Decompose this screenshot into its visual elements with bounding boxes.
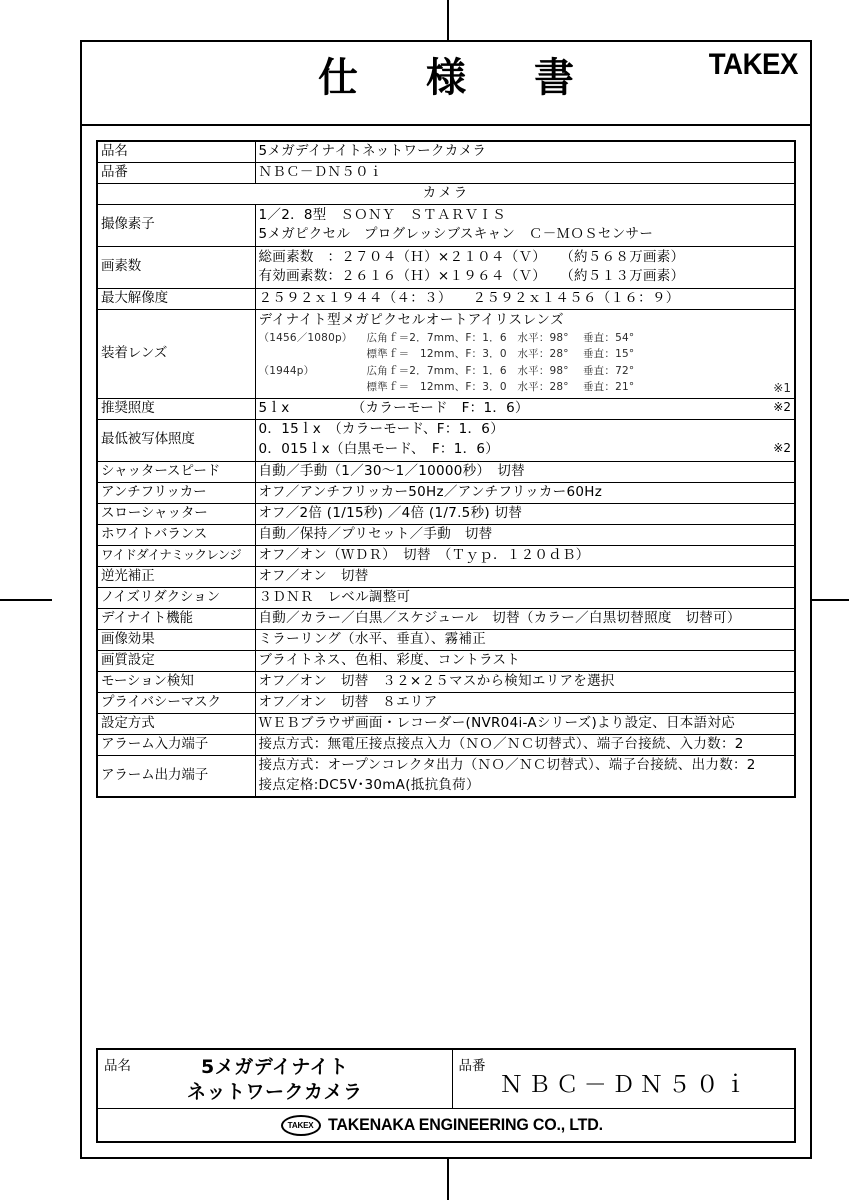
takex-oval-logo-icon — [281, 1115, 321, 1136]
row-label-white-balance: ホワイトバランス — [97, 524, 255, 545]
row-value-lens — [255, 309, 795, 398]
row-value-shutter-speed: 自動／手動（1／30～1／10000秒） 切替 — [255, 461, 795, 482]
table-row — [97, 692, 795, 713]
pixel-count-line-2: 有効画素数：２６１６（Ｈ）×１９６４（Ｖ） （約５１３万画素） — [258, 268, 685, 285]
lens-line-4 — [259, 379, 792, 395]
row-value-product-name: 5メガデイナイトネットワークカメラ — [255, 141, 795, 162]
table-row — [97, 650, 795, 671]
takex-oval-logo-text: TAKEX — [287, 1120, 314, 1130]
alarm-output-line-1: 接点方式：オープンコレクタ出力（ＮＯ／ＮＣ切替式）、端子台接続、出力数：2 — [258, 757, 756, 774]
title-band — [82, 42, 810, 126]
row-label-product-name: 品名 — [97, 141, 255, 162]
lens-text-2: 標準ｆ＝ 12mm、F：3．0 水平：28° 垂直：15° — [366, 348, 635, 361]
alarm-output-line-2: 接点定格:DC5V･30mA(抵抗負荷） — [258, 776, 480, 793]
footer-table — [96, 1048, 796, 1143]
lens-headline: デイナイト型メガピクセルオートアイリスレンズ — [258, 311, 565, 328]
table-row — [97, 671, 795, 692]
table-row — [97, 755, 795, 797]
footer-company-row — [97, 1109, 795, 1143]
row-label-shutter-speed: シャッタースピード — [97, 461, 255, 482]
row-label-wide-dynamic-range: ワイドダイナミックレンジ — [97, 545, 255, 566]
image-sensor-line-2: 5メガピクセル プログレッシブスキャン Ｃ－ＭＯＳセンサー — [258, 226, 654, 243]
lens-note-marker: ※1 — [773, 380, 791, 395]
company-identity — [99, 1110, 793, 1140]
lens-text-4: 標準ｆ＝ 12mm、F：3．0 水平：28° 垂直：21° — [366, 380, 635, 393]
specification-table-wrap — [96, 140, 796, 798]
table-row — [97, 246, 795, 288]
row-label-setting-method: 設定方式 — [97, 713, 255, 734]
row-label-noise-reduction: ノイズリダクション — [97, 587, 255, 608]
table-row — [97, 288, 795, 309]
row-value-alarm-output — [255, 755, 795, 797]
row-value-image-sensor — [255, 204, 795, 246]
table-row — [97, 545, 795, 566]
page-title: 仕 様 書 — [318, 55, 588, 101]
footer-model-value: ＮＢＣ－ＤＮ５０ｉ — [499, 1072, 752, 1098]
row-value-day-night-function: 自動／カラー／白黒／スケジュール 切替（カラー／白黒切替照度 切替可） — [255, 608, 795, 629]
lens-text-3: 広角ｆ＝2．7mm、F：1．6 水平：98° 垂直：72° — [366, 364, 635, 377]
table-row — [97, 204, 795, 246]
row-value-white-balance: 自動／保持／プリセット／手動 切替 — [255, 524, 795, 545]
crop-mark-bottom — [447, 1158, 449, 1200]
table-row — [97, 734, 795, 755]
row-label-slow-shutter: スローシャッター — [97, 503, 255, 524]
table-row — [97, 566, 795, 587]
lens-prefix-3: （1944p） — [258, 364, 315, 377]
table-row — [97, 162, 795, 183]
row-value-min-illuminance — [255, 419, 795, 461]
table-row — [97, 398, 795, 419]
lens-prefix-1: （1456／1080p） — [258, 332, 353, 345]
footer-name-tag: 品名 — [104, 1058, 131, 1074]
row-value-alarm-input: 接点方式：無電圧接点接点入力（ＮＯ／ＮＣ切替式）、端子台接続、入力数：2 — [255, 734, 795, 755]
table-row-lens — [97, 309, 795, 398]
min-illuminance-note: ※2 — [773, 441, 791, 456]
row-value-image-quality: ブライトネス、色相、彩度、コントラスト — [255, 650, 795, 671]
row-value-recommended-illuminance — [255, 398, 795, 419]
specification-table — [96, 140, 796, 798]
row-label-alarm-input: アラーム入力端子 — [97, 734, 255, 755]
lens-line-1 — [259, 330, 792, 346]
lens-line-3 — [259, 363, 792, 379]
row-label-image-effects: 画像効果 — [97, 629, 255, 650]
row-value-setting-method: ＷＥＢブラウザ画面・レコーダー(NVR04i-Aシリーズ)より設定、日本語対応 — [255, 713, 795, 734]
min-illuminance-line-2 — [259, 440, 792, 460]
row-value-model-number: ＮＢＣ－ＤＮ５０ｉ — [255, 162, 795, 183]
row-value-wide-dynamic-range: オフ／オン（ＷＤＲ） 切替 （Ｔｙｐ．１２０ｄＢ） — [255, 545, 795, 566]
lens-line-2 — [259, 346, 792, 362]
company-name: TAKENAKA ENGINEERING CO., LTD. — [327, 1115, 603, 1134]
row-value-pixel-count — [255, 246, 795, 288]
row-label-max-resolution: 最大解像度 — [97, 288, 255, 309]
footer-product-row — [97, 1049, 795, 1109]
row-value-motion-detection: オフ／オン 切替 ３２×２５マスから検知エリアを選択 — [255, 671, 795, 692]
footer-product-name-cell — [97, 1049, 452, 1109]
footer-product-name — [98, 1050, 452, 1105]
table-row — [97, 141, 795, 162]
row-label-backlight-compensation: 逆光補正 — [97, 566, 255, 587]
row-value-max-resolution: ２５９２ｘ１９４４（４：３） ２５９２ｘ１４５６（１６：９） — [255, 288, 795, 309]
row-label-min-illuminance: 最低被写体照度 — [97, 419, 255, 461]
table-row — [97, 503, 795, 524]
row-label-anti-flicker: アンチフリッカー — [97, 482, 255, 503]
min-illuminance-line-2-text: 0．015ｌx（白黒モード、 F：1．6） — [258, 441, 500, 458]
table-row — [97, 524, 795, 545]
row-value-backlight-compensation: オフ／オン 切替 — [255, 566, 795, 587]
footer-model-cell — [452, 1049, 795, 1109]
table-row — [97, 419, 795, 461]
image-sensor-line-1: 1／2．8型 ＳＯＮＹ ＳＴＡＲＶＩＳ — [258, 206, 506, 223]
row-label-recommended-illuminance: 推奨照度 — [97, 398, 255, 419]
row-label-lens: 装着レンズ — [97, 309, 255, 398]
takex-brand-logo: TAKEX — [708, 48, 798, 81]
footer-block — [96, 1048, 796, 1143]
footer-product-name-line-1: 5メガデイナイト — [200, 1056, 349, 1078]
section-header-camera: カメラ — [97, 183, 795, 204]
row-label-privacy-mask: プライバシーマスク — [97, 692, 255, 713]
pixel-count-line-1: 総画素数 ：２７０４（Ｈ）×２１０４（Ｖ） （約５６８万画素） — [258, 248, 685, 265]
row-label-model-number: 品番 — [97, 162, 255, 183]
lens-text-1: 広角ｆ＝2．7mm、F：1．6 水平：98° 垂直：54° — [366, 332, 635, 345]
row-label-image-quality: 画質設定 — [97, 650, 255, 671]
min-illuminance-line-1: 0．15ｌx （カラーモード、F：1．6） — [258, 421, 504, 438]
row-value-privacy-mask: オフ／オン 切替 ８エリア — [255, 692, 795, 713]
row-label-motion-detection: モーション検知 — [97, 671, 255, 692]
recommended-illuminance-text: 5ｌx （カラーモード F：1．6） — [258, 399, 529, 416]
row-value-anti-flicker: オフ／アンチフリッカー50Hz／アンチフリッカー60Hz — [255, 482, 795, 503]
row-value-image-effects: ミラーリング（水平、垂直）、霧補正 — [255, 629, 795, 650]
row-label-alarm-output: アラーム出力端子 — [97, 755, 255, 797]
table-row — [97, 461, 795, 482]
table-row — [97, 713, 795, 734]
footer-company-cell — [97, 1109, 795, 1143]
table-section-header-row — [97, 183, 795, 204]
recommended-illuminance-note: ※2 — [773, 399, 791, 414]
row-value-slow-shutter: オフ／2倍 (1/15秒) ／4倍 (1/7.5秒) 切替 — [255, 503, 795, 524]
crop-mark-top — [447, 0, 449, 42]
table-row — [97, 482, 795, 503]
footer-model-tag: 品番 — [458, 1058, 486, 1074]
row-label-pixel-count: 画素数 — [97, 246, 255, 288]
spec-sheet — [80, 40, 812, 1159]
crop-mark-left — [0, 599, 52, 601]
table-row — [97, 587, 795, 608]
row-value-noise-reduction: ３ＤＮＲ レベル調整可 — [255, 587, 795, 608]
row-label-image-sensor: 撮像素子 — [97, 204, 255, 246]
row-label-day-night-function: デイナイト機能 — [97, 608, 255, 629]
table-row — [97, 629, 795, 650]
footer-product-name-line-2: ネットワークカメラ — [186, 1081, 363, 1104]
table-row — [97, 608, 795, 629]
